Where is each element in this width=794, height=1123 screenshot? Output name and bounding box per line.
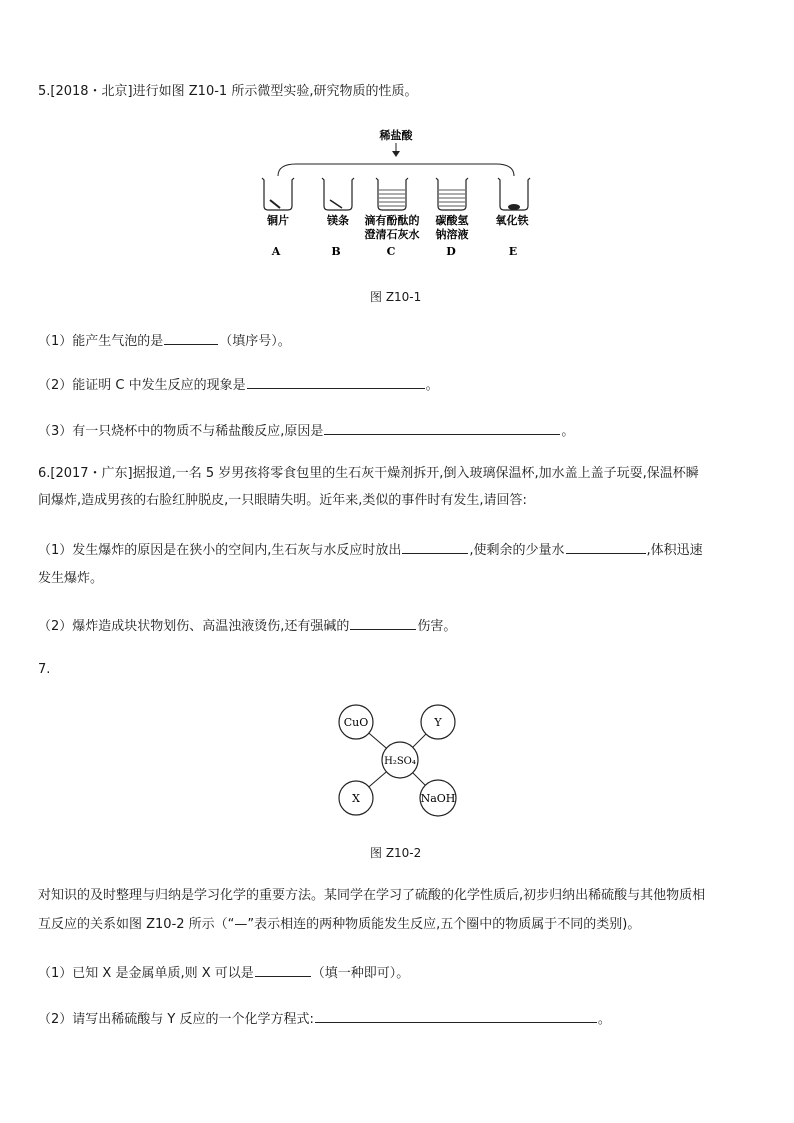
- node-cuo-label: CuO: [343, 716, 369, 729]
- q5-sub2-prefix: （2）能证明 C 中发生反应的现象是: [38, 378, 246, 393]
- q5-source: [2018・北京]: [50, 84, 133, 99]
- q6-sub1: [38, 539, 703, 561]
- figure-z10-2: [320, 698, 470, 824]
- beaker-b-letter: B: [331, 245, 341, 258]
- figure-z10-1: [250, 122, 550, 262]
- node-y: [421, 705, 455, 739]
- reagent-label: 稀盐酸: [379, 129, 413, 142]
- beaker-a-label: 铜片: [267, 214, 289, 227]
- q6-stem-text1: 据报道,一名 5 岁男孩将零食包里的生石灰干燥剂拆开,倒入玻璃保温杯,加水盖上盖子玩耍,保温杯瞬: [132, 466, 699, 481]
- q6-sub2-prefix: （2）爆炸造成块状物划伤、高温浊液烫伤,还有强碱的: [38, 619, 350, 634]
- q6-sub2-suffix: 伤害。: [417, 619, 457, 634]
- figure-z10-2-caption: 图 Z10-2: [370, 846, 422, 860]
- q6-sub1-answer-blank-2[interactable]: [566, 539, 646, 554]
- node-x: [339, 781, 373, 815]
- q5-sub2-suffix: 。: [425, 378, 439, 393]
- q6-sub2-answer-blank[interactable]: [350, 615, 416, 630]
- q6-number: 6.: [38, 466, 51, 481]
- beaker-c-letter: C: [386, 245, 396, 258]
- q6-sub1-part2: ,使剩余的少量水: [469, 543, 565, 558]
- figure-z10-1-caption: 图 Z10-1: [370, 290, 422, 304]
- beaker-d-label-line2: 钠溶液: [435, 228, 469, 241]
- q5-sub3-suffix: 。: [561, 424, 575, 439]
- beaker-d-letter: D: [446, 245, 456, 258]
- beaker-a-letter: A: [271, 245, 281, 258]
- q7-sub1-suffix: （填一种即可）。: [311, 966, 410, 981]
- node-naoh: [420, 780, 456, 816]
- beaker-d: [436, 178, 469, 258]
- q7-stem-line2: 互反应的关系如图 Z10-2 所示（“—”表示相连的两种物质能发生反应,五个圈中的物质属于不同的类别)。: [38, 917, 641, 932]
- beaker-e-letter: E: [508, 245, 518, 258]
- q5-stem-text: 进行如图 Z10-1 所示微型实验,研究物质的性质。: [132, 84, 418, 99]
- node-y-label: Y: [434, 716, 442, 729]
- q7-sub1-prefix: （1）已知 X 是金属单质,则 X 可以是: [38, 966, 254, 981]
- q7-sub2-prefix: （2）请写出稀硫酸与 Y 反应的一个化学方程式:: [38, 1012, 314, 1027]
- node-cuo: [339, 705, 373, 739]
- q7-sub2: [38, 1008, 611, 1030]
- node-naoh-label: NaOH: [420, 792, 456, 805]
- q5-stem: [38, 82, 417, 102]
- beaker-b: [322, 178, 354, 258]
- beaker-c: [365, 178, 420, 258]
- beaker-e-label: 氧化铁: [495, 214, 529, 227]
- q5-sub1-prefix: （1）能产生气泡的是: [38, 334, 164, 349]
- q5-sub3-prefix: （3）有一只烧杯中的物质不与稀盐酸反应,原因是: [38, 424, 324, 439]
- q5-sub1-suffix: （填序号）。: [219, 334, 291, 349]
- q7-sub1: [38, 962, 409, 984]
- beaker-a: [262, 178, 294, 258]
- q6-sub2: [38, 615, 456, 637]
- q7-sub2-suffix: 。: [597, 1012, 611, 1027]
- beaker-e: [496, 178, 531, 258]
- q5-sub3-answer-blank[interactable]: [324, 420, 560, 435]
- q5-sub1-answer-blank[interactable]: [164, 330, 218, 345]
- node-center: [382, 742, 418, 778]
- beaker-c-label-line2: 澄清石灰水: [364, 228, 420, 241]
- node-x-label: X: [352, 792, 360, 805]
- q5-sub2-answer-blank[interactable]: [247, 374, 425, 389]
- q7-sub2-answer-blank[interactable]: [315, 1008, 597, 1023]
- q6-sub1-line2: 发生爆炸。: [38, 571, 104, 586]
- q6-sub1-part3: ,体积迅速: [646, 543, 703, 558]
- node-center-label: H₂SO₄: [384, 756, 416, 767]
- q5-sub2: [38, 374, 439, 396]
- q6-sub1-answer-blank-1[interactable]: [402, 539, 468, 554]
- q5-sub3: [38, 420, 574, 442]
- beaker-d-label-line1: 碳酸氢: [435, 214, 469, 227]
- q7-number: 7.: [38, 662, 51, 677]
- beaker-b-label: 镁条: [327, 214, 349, 227]
- q6-sub1-part1: （1）发生爆炸的原因是在狭小的空间内,生石灰与水反应时放出: [38, 543, 402, 558]
- q7-sub1-answer-blank[interactable]: [255, 962, 311, 977]
- q6-stem-line1: [38, 464, 699, 484]
- q6-source: [2017・广东]: [50, 466, 133, 481]
- q6-stem-line2: 间爆炸,造成男孩的右脸红肿脱皮,一只眼睛失明。近年来,类似的事件时有发生,请回答:: [38, 493, 527, 508]
- q5-sub1: [38, 330, 291, 352]
- q7-stem-line1: 对知识的及时整理与归纳是学习化学的重要方法。某同学在学习了硫酸的化学性质后,初步归纳出稀硫酸与其他物质相: [38, 888, 706, 903]
- q5-number: 5.: [38, 84, 51, 99]
- beaker-c-label-line1: 滴有酚酞的: [364, 214, 420, 227]
